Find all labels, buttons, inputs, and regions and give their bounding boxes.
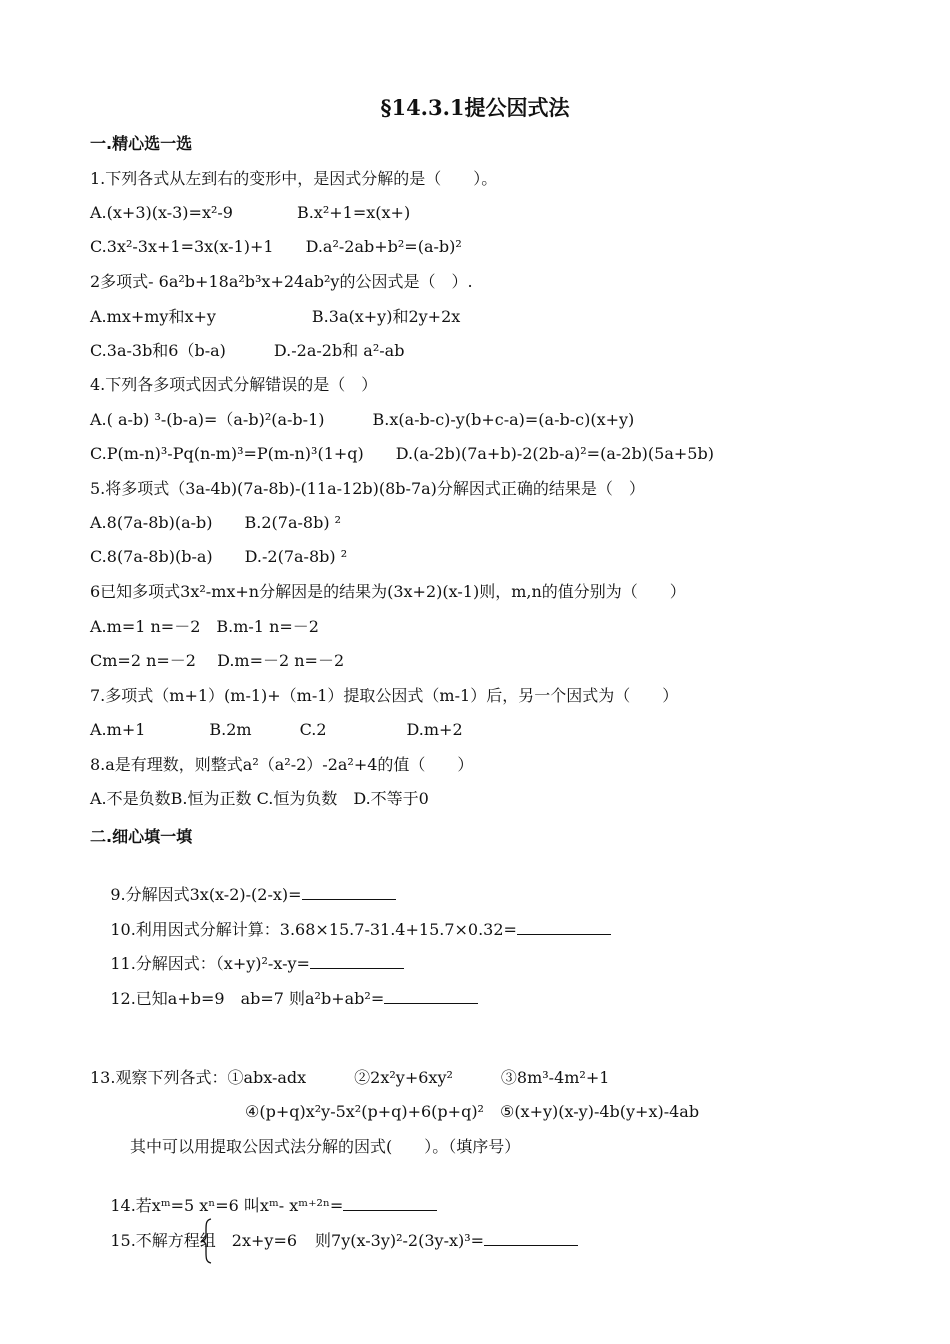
question-1-options-cd: C.3x²-3x+1=3x(x-1)+1 D.a²-2ab+b²=(a-b)² — [90, 237, 462, 256]
question-14-text: 14.若xᵐ=5 xⁿ=6 叫xᵐ- xᵐ⁺²ⁿ= — [110, 1196, 344, 1215]
question-4-options-cd: C.P(m-n)³-Pq(n-m)³=P(m-n)³(1+q) D.(a-2b)(7a+b)-2(2b-a)²=(a-2b)(5a+5b) — [90, 444, 714, 463]
question-15-text: 则7y(x-3y)²-2(3y-x)³= — [315, 1231, 485, 1250]
section-heading-choice: 一.精心选一选 — [90, 134, 193, 153]
equation-system-brace — [200, 1218, 214, 1264]
question-9-text: 9.分解因式3x(x-2)-(2-x)= — [110, 885, 302, 904]
question-12-text: 12.已知a+b=9 ab=7 则a²b+ab²= — [110, 989, 385, 1008]
question-2-options-cd: C.3a-3b和6（b-a) D.-2a-2b和 a²-ab — [90, 341, 405, 360]
answer-blank-12[interactable] — [384, 986, 478, 1004]
question-15 — [90, 1206, 578, 1274]
question-15-prefix: 15.不解方程组 — [110, 1231, 216, 1250]
question-7-options: A.m+1 B.2m C.2 D.m+2 — [90, 720, 463, 739]
question-6-options-cd: Cm=2 n=－2 D.m=－2 n=－2 — [90, 651, 345, 670]
question-1-options-ab: A.(x+3)(x-3)=x²-9 B.x²+1=x(x+) — [90, 203, 411, 222]
question-5: 5.将多项式（3a-4b)(7a-8b)-(11a-12b)(8b-7a)分解因式正确的结果是（ ） — [90, 479, 645, 498]
question-4: 4.下列各多项式因式分解错误的是（ ） — [90, 375, 378, 394]
section-heading-fill: 二.细心填一填 — [90, 827, 193, 846]
question-1: 1.下列各式从左到右的变形中，是因式分解的是（ ）。 — [90, 169, 498, 188]
question-4-options-ab: A.( a-b) ³-(b-a)=（a-b)²(a-b-1) B.x(a-b-c)-y(b+c-a)=(a-b-c)(x+y) — [90, 410, 635, 429]
question-8: 8.a是有理数，则整式a²（a²-2）-2a²+4的值（ ） — [90, 755, 474, 774]
answer-blank-10[interactable] — [517, 917, 611, 935]
question-8-options: A.不是负数B.恒为正数 C.恒为负数 D.不等于0 — [90, 789, 429, 808]
question-12 — [90, 964, 478, 1032]
question-2-options-ab: A.mx+my和x+y B.3a(x+y)和2y+2x — [90, 307, 461, 326]
question-13: 13.观察下列各式：①abx-adx ②2x²y+6xy² ③8m³-4m²+1 — [90, 1068, 610, 1087]
question-6-options-ab: A.m=1 n=－2 B.m-1 n=－2 — [90, 617, 319, 636]
question-10-text: 10.利用因式分解计算：3.68×15.7-31.4+15.7×0.32= — [110, 920, 517, 939]
question-13-items: ④(p+q)x²y-5x²(p+q)+6(p+q)² ⑤(x+y)(x-y)-4b(y+x)-4ab — [245, 1102, 700, 1121]
question-7: 7.多项式（m+1）(m-1)+（m-1）提取公因式（m-1）后，另一个因式为（ ） — [90, 686, 679, 705]
question-11-text: 11.分解因式：（x+y)²-x-y= — [110, 954, 310, 973]
question-15-equation: 2x+y=6 — [231, 1231, 298, 1250]
question-2: 2多项式- 6a²b+18a²b³x+24ab²y的公因式是（ ）. — [90, 272, 473, 291]
page-title: §14.3.1提公因式法 — [380, 95, 570, 120]
answer-blank-15[interactable] — [484, 1228, 578, 1246]
question-5-options-cd: C.8(7a-8b)(b-a) D.-2(7a-8b) ² — [90, 547, 348, 566]
question-5-options-ab: A.8(7a-8b)(a-b) B.2(7a-8b) ² — [90, 513, 342, 532]
question-13-instruction: 其中可以用提取公因式法分解的因式( ）。（填序号） — [130, 1137, 521, 1156]
question-6: 6已知多项式3x²-mx+n分解因是的结果为(3x+2)(x-1)则，m,n的值分别为（ ） — [90, 582, 686, 601]
